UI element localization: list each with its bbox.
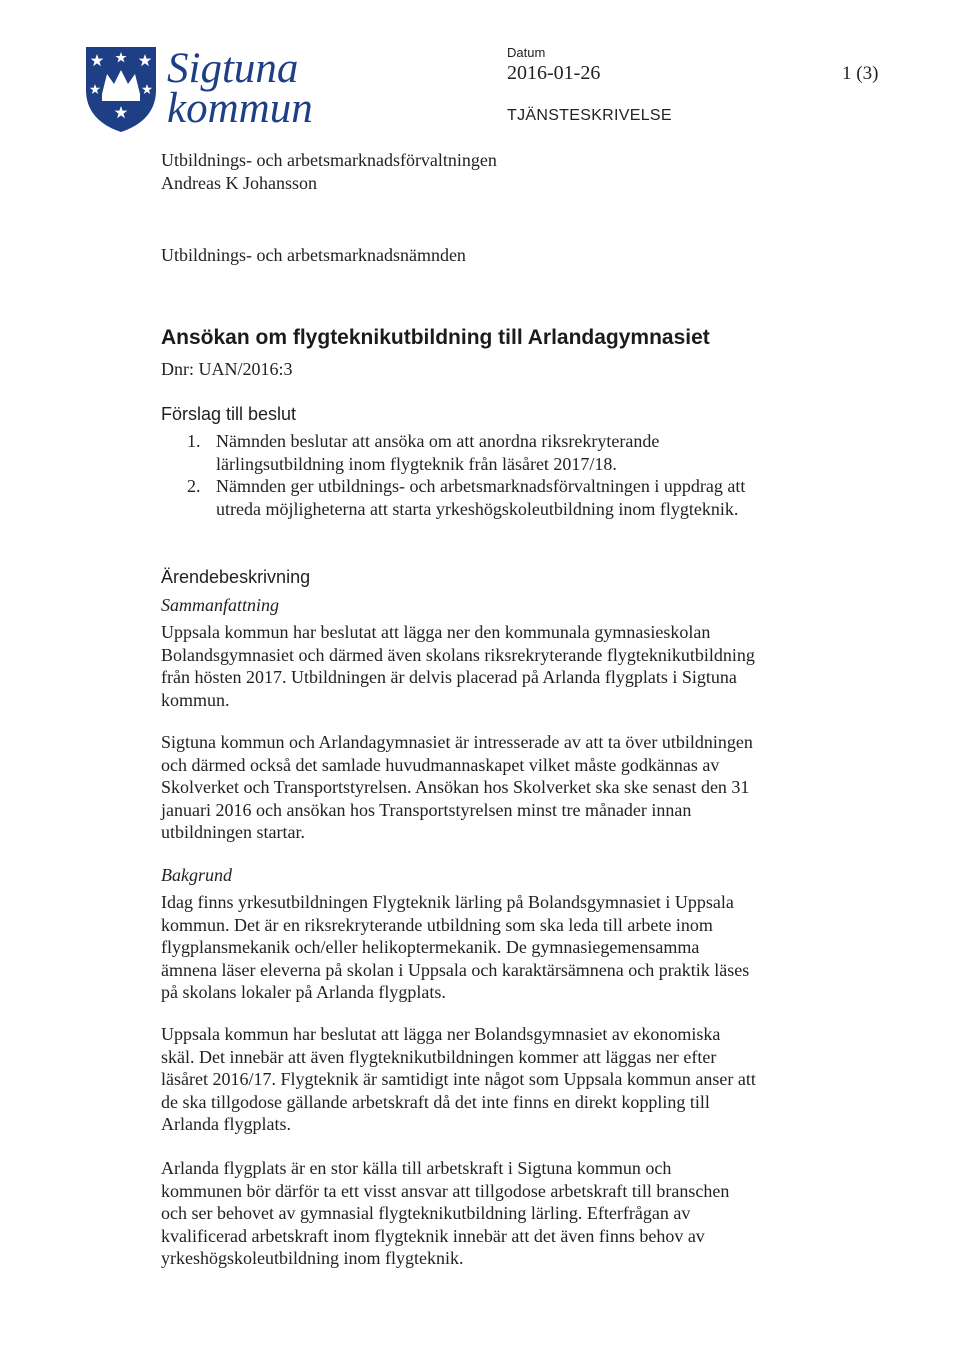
paragraph-line: Arlanda flygplats. xyxy=(161,1114,291,1134)
sender-department: Utbildnings- och arbetsmarknadsförvaltningen xyxy=(161,150,497,170)
paragraph-line: de ska tillgodose gällande arbetskraft då det inte finns en direkt koppling till xyxy=(161,1091,710,1112)
case-number: Dnr: UAN/2016:3 xyxy=(161,359,293,379)
background-heading: Bakgrund xyxy=(161,865,232,885)
proposal-item-line: Nämnden beslutar att ansöka om att anordna riksrekryterande xyxy=(216,431,660,451)
paragraph-line: kommun. xyxy=(161,689,230,710)
date-label: Datum xyxy=(507,45,546,60)
paragraph-line: yrkeshögskoleutbildning inom flygteknik. xyxy=(161,1248,464,1268)
page-number: 1 (3) xyxy=(842,63,879,84)
page-title: Ansökan om flygteknikutbildning till Arlandagymnasiet xyxy=(161,326,710,349)
sigtuna-kommun-logo xyxy=(83,44,333,134)
paragraph-line: kommun. Det är en riksrekryterande utbildning som ska leda till arbete inom xyxy=(161,914,713,935)
summary-paragraph xyxy=(161,621,821,711)
paragraph-line: från hösten 2017. Utbildningen är delvis placerad på Arlanda flygplats i Sigtuna xyxy=(161,667,737,687)
paragraph-line: och därmed också det samlade huvudmannaskapet vilket måste godkännas av xyxy=(161,754,720,775)
proposal-item-number: 2. xyxy=(187,476,201,496)
background-paragraph xyxy=(161,891,821,1004)
paragraph-line: ämnena läser eleverna på skolan i Uppsala och karaktärsämnena och praktik läses xyxy=(161,959,750,980)
proposal-item-line: utreda möjligheterna att starta yrkeshögskoleutbildning inom flygteknik. xyxy=(216,498,739,519)
proposal-item-line: Nämnden ger utbildnings- och arbetsmarknadsförvaltningen i uppdrag att xyxy=(216,476,746,496)
proposal-item-number: 1. xyxy=(187,431,201,451)
proposal-heading: Förslag till beslut xyxy=(161,404,297,424)
logo-text-line1: Sigtuna xyxy=(167,45,299,92)
paragraph-line: Bolandsgymnasiet och därmed även skolans riksrekryterande flygteknikutbildning xyxy=(161,644,755,665)
summary-heading: Sammanfattning xyxy=(161,595,280,615)
background-paragraph xyxy=(161,1157,821,1270)
paragraph-line: januari 2016 och ansökan hos Transportstyrelsen minst tre månader innan xyxy=(161,799,692,820)
document-date: 2016-01-26 xyxy=(507,62,601,84)
paragraph-line: och ser behovet av gymnasial flygteknikutbildning lärling. Efterfrågan av xyxy=(161,1203,691,1223)
paragraph-line: Skolverket och Transportstyrelsen. Ansökan hos Skolverket ska ske senast den 31 xyxy=(161,777,750,797)
municipal-coat-of-arms-icon xyxy=(83,44,159,134)
paragraph-line: Uppsala kommun har beslutat att lägga ner Bolandsgymnasiet av ekonomiska xyxy=(161,1024,721,1044)
proposal-item xyxy=(161,475,841,520)
case-heading: Ärendebeskrivning xyxy=(161,567,311,587)
paragraph-line: utbildningen startar. xyxy=(161,822,305,842)
proposal-item-line: lärlingsutbildning inom flygteknik från läsåret 2017/18. xyxy=(216,453,617,474)
paragraph-line: Sigtuna kommun och Arlandagymnasiet är intresserade av att ta över utbildningen xyxy=(161,732,753,752)
paragraph-line: på skolans lokaler på Arlanda flygplats. xyxy=(161,982,446,1002)
paragraph-line: Idag finns yrkesutbildningen Flygteknik lärling på Bolandsgymnasiet i Uppsala xyxy=(161,892,734,912)
document-type: TJÄNSTESKRIVELSE xyxy=(507,107,672,124)
paragraph-line: Uppsala kommun har beslutat att lägga ner den kommunala gymnasieskolan xyxy=(161,622,711,642)
paragraph-line: läsåret 2016/17. Flygteknik är samtidigt inte något som Uppsala kommun anser att xyxy=(161,1069,756,1089)
paragraph-line: skäl. Det innebär att även flygteknikutbildningen kommer att läggas ner efter xyxy=(161,1046,717,1067)
paragraph-line: flygplansmekanik och/eller helikoptermekanik. De gymnasiegemensamma xyxy=(161,937,700,957)
summary-paragraph xyxy=(161,731,821,844)
logo-text-line2: kommun xyxy=(167,85,313,132)
background-paragraph xyxy=(161,1023,821,1136)
paragraph-line: kvalificerad arbetskraft inom flygteknik innebär att det även finns behov av xyxy=(161,1225,705,1246)
sender-author: Andreas K Johansson xyxy=(161,173,317,193)
paragraph-line: Arlanda flygplats är en stor källa till arbetskraft i Sigtuna kommun och xyxy=(161,1158,672,1178)
proposal-list xyxy=(161,430,841,520)
recipient: Utbildnings- och arbetsmarknadsnämnden xyxy=(161,245,466,265)
paragraph-line: kommunen bör därför ta ett visst ansvar att tillgodose arbetskraft till branschen xyxy=(161,1180,730,1201)
proposal-item xyxy=(161,430,841,475)
